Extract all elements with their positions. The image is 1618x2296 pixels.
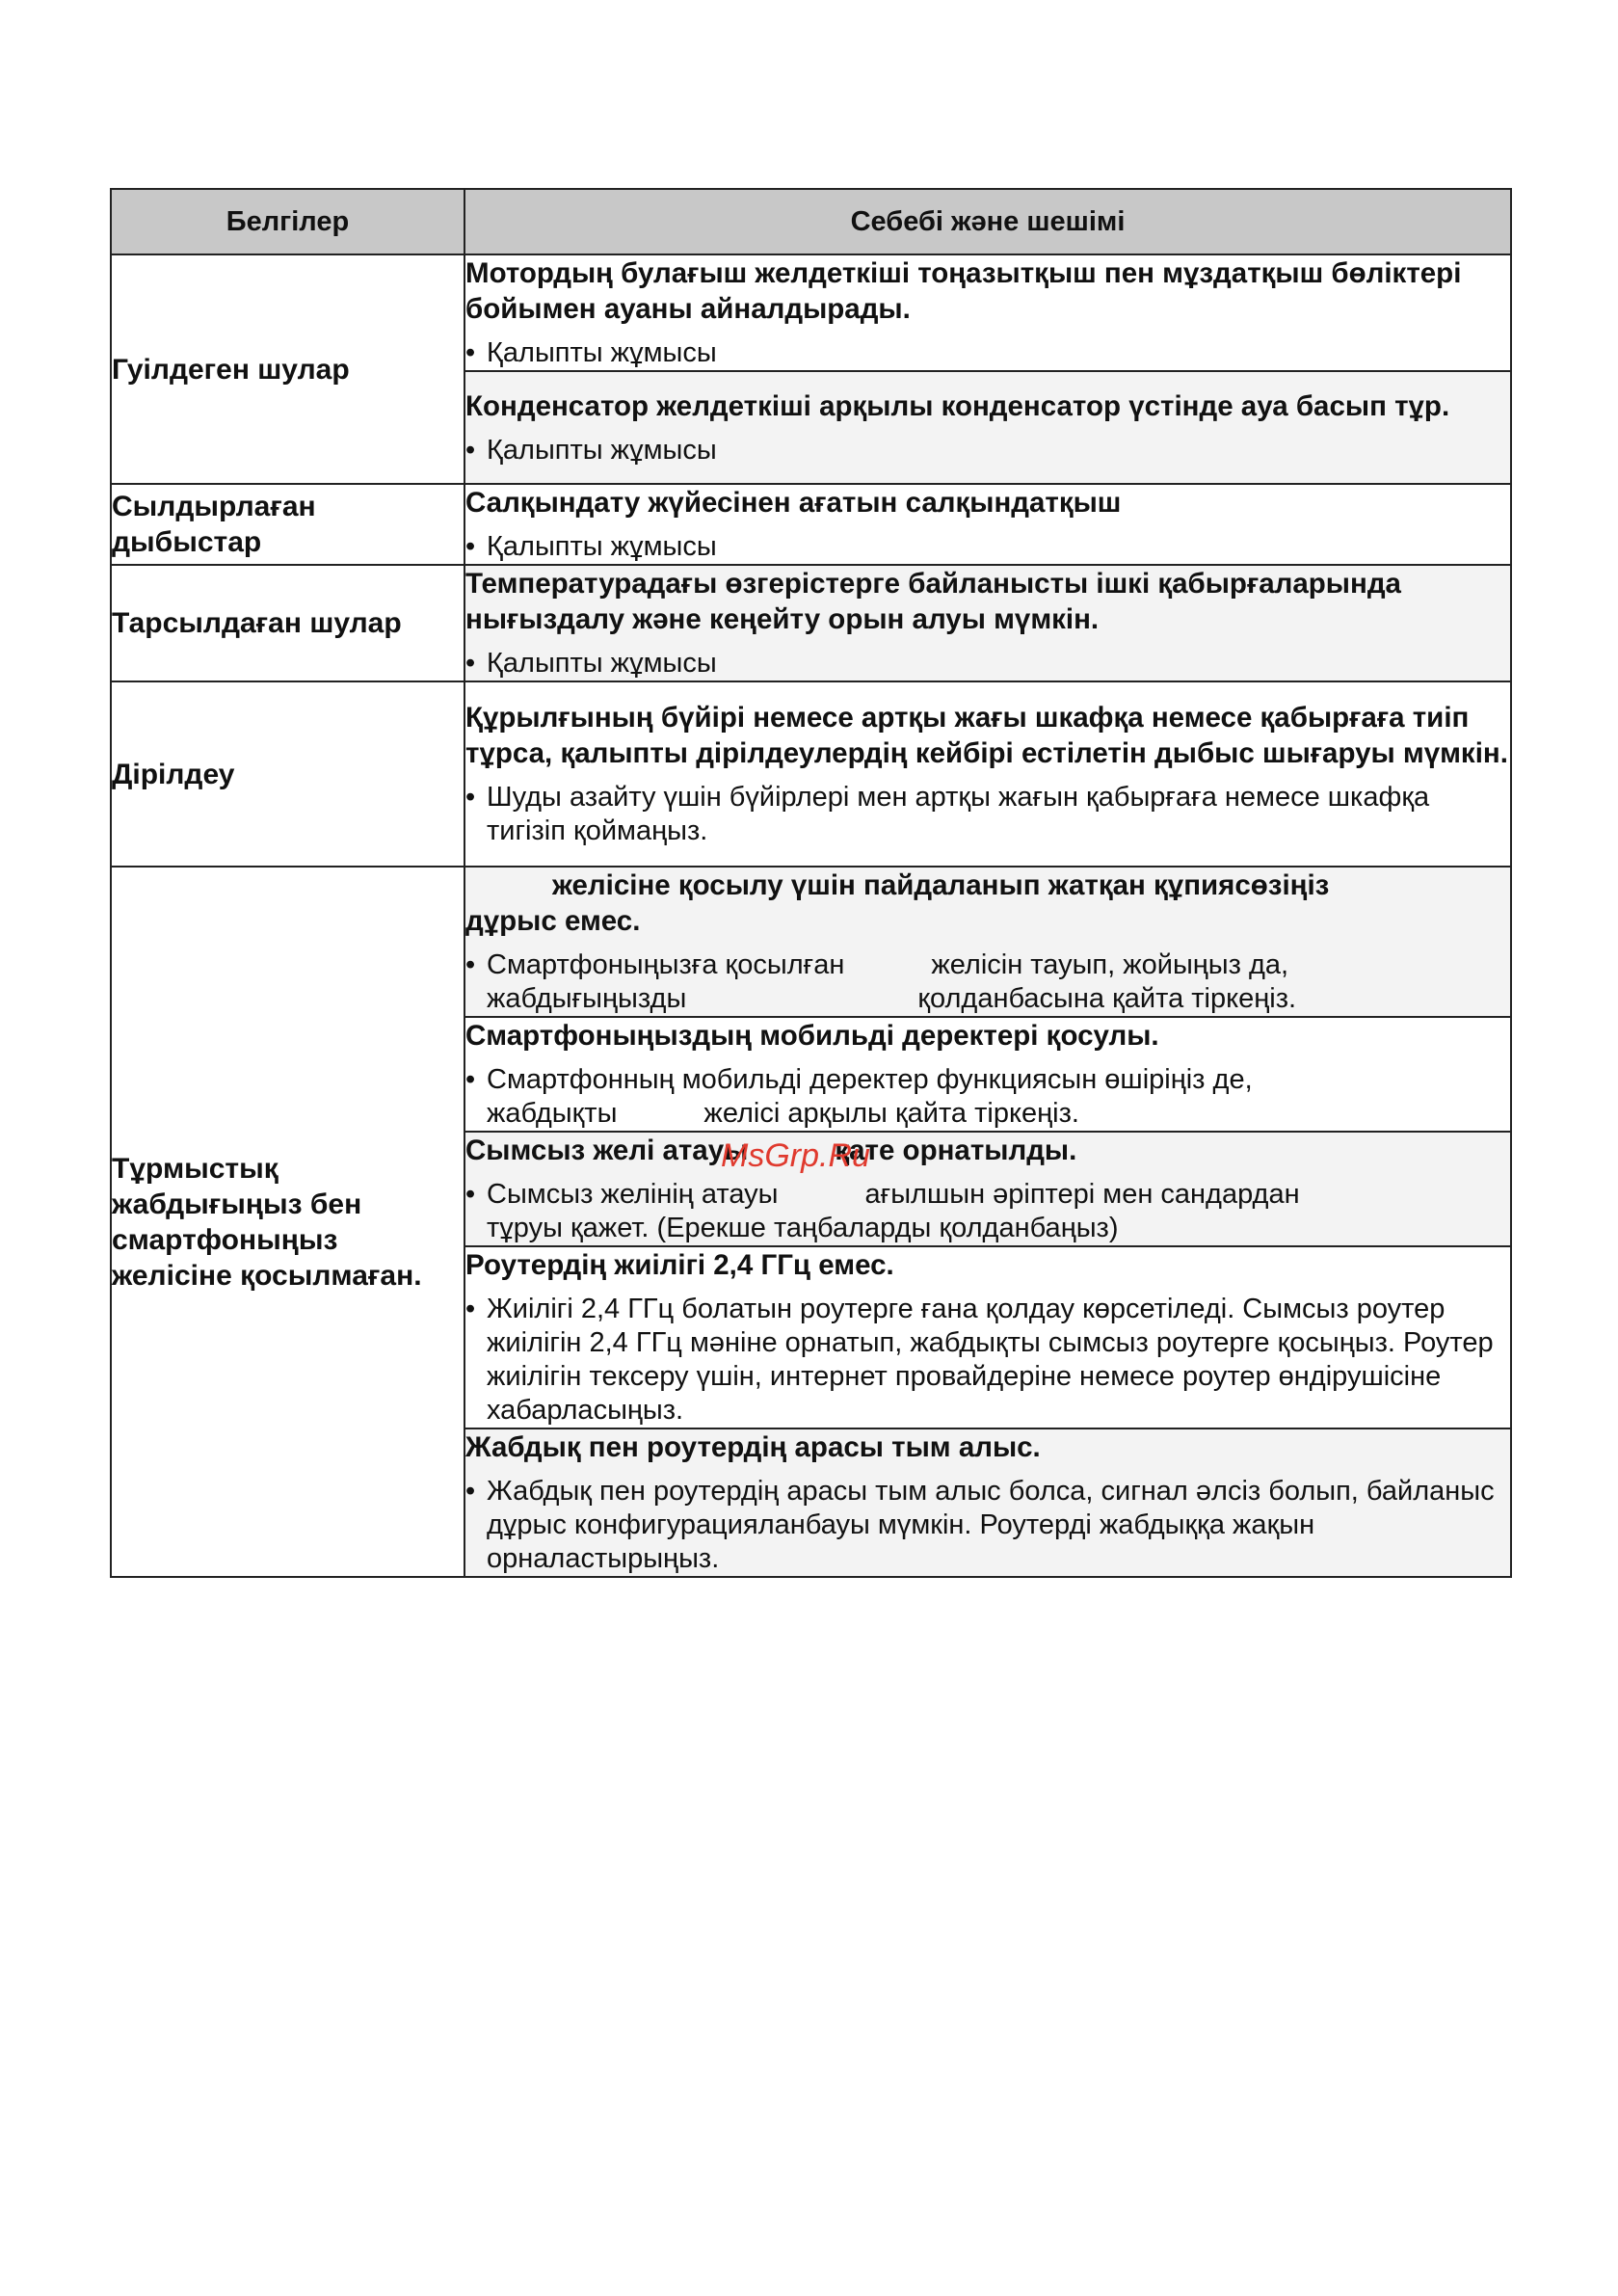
solution-text: • Қалыпты жұмысы — [465, 337, 717, 368]
bullet-icon: • — [465, 949, 476, 980]
troubleshooting-table — [110, 188, 1512, 1578]
bullet-icon: • — [465, 1476, 476, 1507]
cause-title: Сымсыз желі атауы қате орнатылды. — [465, 1135, 1077, 1166]
cause-title: Конденсатор желдеткіші арқылы конденсатор үстінде ауа басып тұр. — [465, 389, 1450, 422]
watermark-text: MsGrp.Ru — [721, 1137, 870, 1174]
table-row — [111, 254, 1511, 371]
cause-cell — [464, 254, 1511, 371]
cause-cell — [464, 565, 1511, 681]
cause-title: Салқындату жүйесінен ағатын салқындатқыш — [465, 487, 1122, 519]
cause-title: желісіне қосылу үшін пайдаланып жатқан құпиясөзіңіз дұрыс емес. — [465, 869, 1330, 937]
symptom-cell: Сылдырлаған дыбыстар — [111, 484, 464, 565]
bullet-icon: • — [465, 1294, 476, 1324]
cause-cell — [464, 1246, 1511, 1428]
bullet-icon: • — [465, 337, 476, 368]
solution-text: • Қалыпты жұмысы — [465, 434, 717, 466]
table-row — [111, 484, 1511, 565]
cause-cell — [464, 1132, 1511, 1246]
table-row — [111, 565, 1511, 681]
symptom-cell: Гуілдеген шулар — [111, 254, 464, 484]
symptom-cell: Тарсылдаған шулар — [111, 565, 464, 681]
cause-title: Жабдық пен роутердің арасы тым алыс. — [465, 1431, 1041, 1463]
bullet-icon: • — [465, 1179, 476, 1210]
cause-title: Құрылғының бүйірі немесе артқы жағы шкафқа немесе қабырғаға тиіп тұрса, қалыпты дірілдеулердің кейбірі естілетін дыбыс шығаруы мүмкін. — [465, 702, 1508, 769]
cause-cell — [464, 1017, 1511, 1132]
cause-cell — [464, 1428, 1511, 1577]
solution-text: • Қалыпты жұмысы — [465, 648, 717, 679]
cause-title: Роутердің жиілігі 2,4 ГГц емес. — [465, 1249, 894, 1281]
header-cause-solution: Себебі және шешімі — [464, 189, 1511, 254]
solution-text: • Сымсыз желінің атауы ағылшын әріптері мен сандардан тұруы қажет. (Ерекше таңбаларды қолданбаңыз) — [465, 1179, 1300, 1243]
cause-title: Мотордың булағыш желдеткіші тоңазытқыш пен мұздатқыш бөліктері бойымен ауаны айналдырады. — [465, 257, 1462, 325]
solution-text: • Смартфонның мобильді деректер функциясын өшіріңіз де, жабдықты желісі арқылы қайта тіркеңіз. — [465, 1064, 1253, 1129]
cause-title: Смартфоныңыздың мобильді деректері қосулы. — [465, 1020, 1159, 1052]
solution-text: • Қалыпты жұмысы — [465, 531, 717, 562]
bullet-icon: • — [465, 648, 476, 679]
cause-cell — [464, 484, 1511, 565]
symptom-cell: Дірілдеу — [111, 681, 464, 867]
bullet-icon: • — [465, 1064, 476, 1095]
table-row — [111, 681, 1511, 867]
symptom-cell: Тұрмыстық жабдығыңыз бен смартфоныңыз желісіне қосылмаған. — [111, 867, 464, 1577]
cause-cell — [464, 371, 1511, 484]
table-row — [111, 867, 1511, 1017]
cause-cell — [464, 867, 1511, 1017]
bullet-icon: • — [465, 531, 476, 562]
table-header-row — [111, 189, 1511, 254]
bullet-icon: • — [465, 782, 476, 813]
bullet-icon: • — [465, 434, 476, 466]
cause-title: Температурадағы өзгерістерге байланысты ішкі қабырғаларында нығыздалу және кеңейту орын алуы мүмкін. — [465, 568, 1401, 635]
solution-text: • Жабдық пен роутердің арасы тым алыс болса, сигнал әлсіз болып, байланыс дұрыс конфигурацияланбауы мүмкін. Роутерді жабдыққа жақын орналастырыңыз. — [465, 1476, 1495, 1574]
solution-text: • Шуды азайту үшін бүйірлері мен артқы жағын қабырғаға немесе шкафқа тигізіп қоймаңыз. — [465, 782, 1430, 846]
solution-text: • Смартфоныңызға қосылған желісін тауып, жойыңыз да, жабдығыңызды қолданбасына қайта тіркеңіз. — [465, 949, 1297, 1014]
solution-text: • Жиілігі 2,4 ГГц болатын роутерге ғана қолдау көрсетіледі. Сымсыз роутер жиілігін 2,4 ГГц мәніне орнатып, жабдықты сымсыз роутерге қосыңыз. Роутер жиілігін тексеру үшін, интернет провайдеріне немесе роутер өндірушісіне хабарласыңыз. — [465, 1294, 1494, 1426]
header-symptoms: Белгілер — [111, 189, 464, 254]
cause-cell — [464, 681, 1511, 867]
